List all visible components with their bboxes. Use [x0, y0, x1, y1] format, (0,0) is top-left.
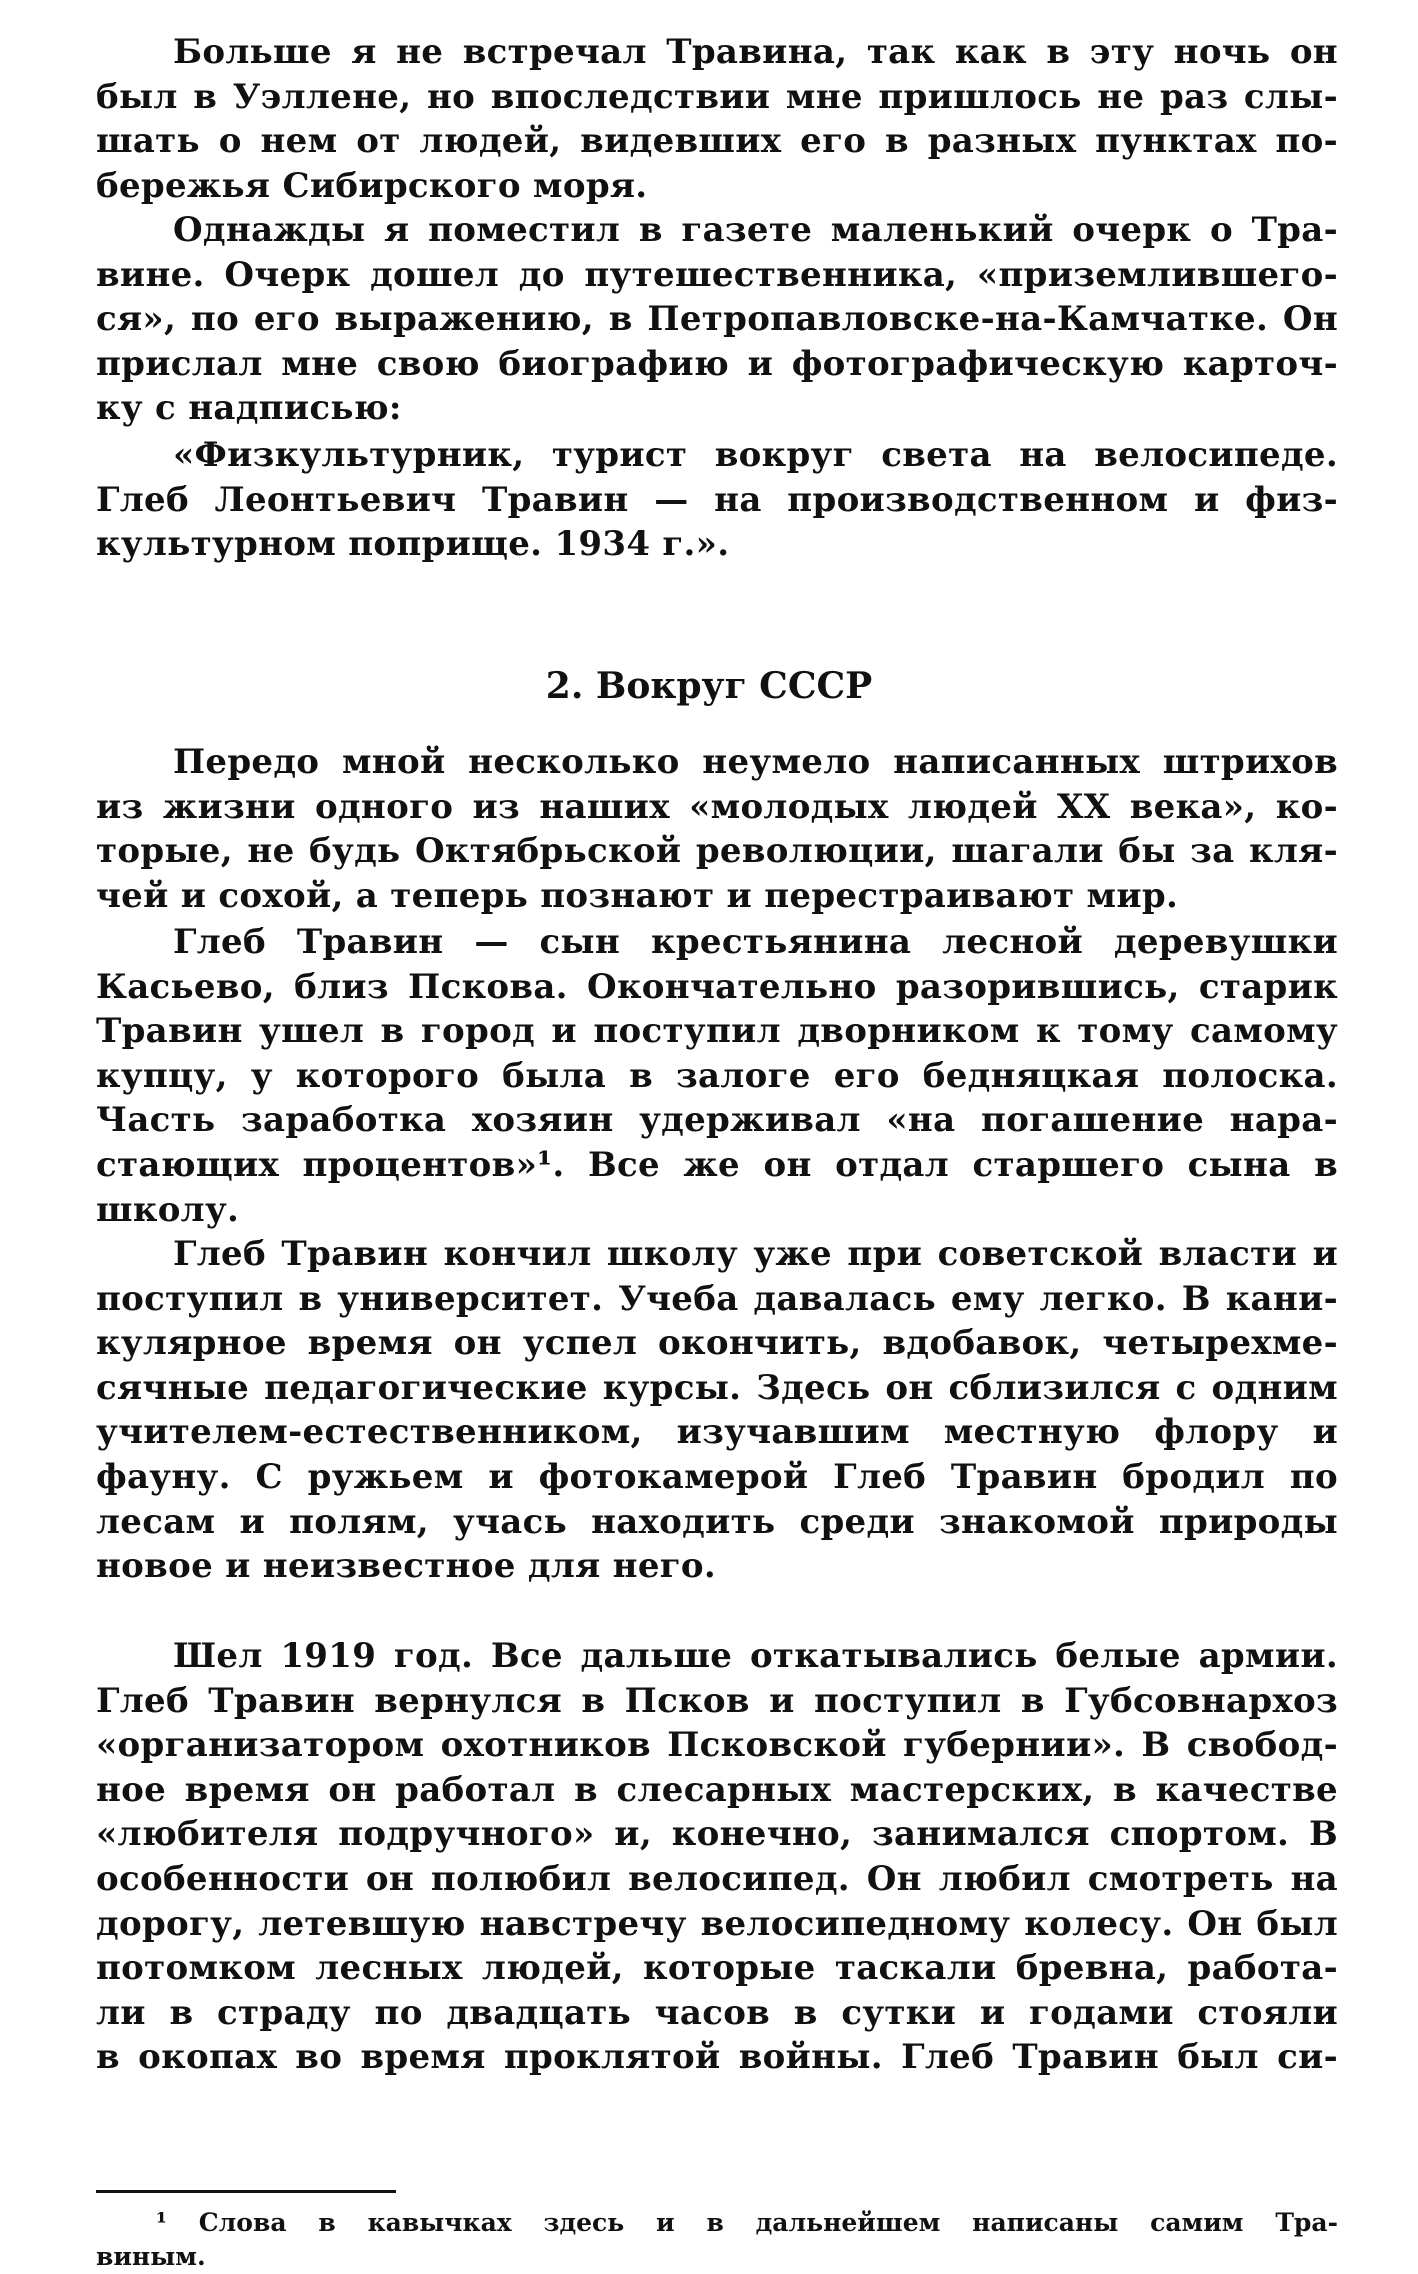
text-line: купцу, у которого была в залоге его бедняцкая полоска. [96, 1055, 1338, 1096]
text-line: ку с надписью: [96, 388, 402, 429]
section-heading: 2. Вокруг СССР [545, 665, 873, 707]
paragraph-origin [96, 920, 1338, 1232]
text-line: Больше я не встречал Травина, так как в эту ночь он [173, 32, 1338, 72]
text-line: Касьево, близ Пскова. Окончательно разорившись, старик [96, 966, 1338, 1007]
text-line: Глеб Травин кончил школу уже при советской власти и [173, 1234, 1338, 1274]
text-line: прислал мне свою биографию и фотографическую карточ- [96, 343, 1338, 384]
text-line: стающих процентов»¹. Все же он отдал старшего сына в [96, 1144, 1338, 1185]
footnote-divider [96, 2190, 396, 2193]
text-line: учителем-естественником, изучавшим местную флору и [96, 1412, 1338, 1453]
text-line: ное время он работал в слесарных мастерских, в качестве [96, 1769, 1338, 1810]
text-line: Передо мной несколько неумело написанных штрихов [173, 742, 1338, 782]
text-line: Часть заработка хозяин удерживал «на погашение нара- [96, 1100, 1338, 1141]
text-line: из жизни одного из наших «молодых людей XX века», ко- [96, 786, 1338, 827]
text-line: в окопах во время проклятой войны. Глеб Травин был си- [96, 2037, 1338, 2078]
footnote-line: виным. [96, 2242, 206, 2271]
text-line: дорогу, летевшую навстречу велосипедному колесу. Он был [96, 1903, 1338, 1944]
text-line: сячные педагогические курсы. Здесь он сблизился с одним [96, 1367, 1338, 1408]
text-line: новое и неизвестное для него. [96, 1546, 717, 1587]
text-line: Глеб Травин — сын крестьянина лесной деревушки [173, 922, 1338, 962]
text-line: особенности он полюбил велосипед. Он любил смотреть на [96, 1858, 1338, 1899]
text-line: поступил в университет. Учеба давалась ему легко. В кани- [96, 1278, 1338, 1319]
text-line: школу. [96, 1189, 240, 1230]
text-line: Травин ушел в город и поступил дворником к тому самому [96, 1011, 1338, 1052]
text-line: «Физкультурник, турист вокруг света на велосипеде. [173, 435, 1338, 475]
footnote [96, 2206, 1338, 2274]
paragraph-1919 [96, 1634, 1338, 2080]
footnote-line: ¹ Слова в кавычках здесь и в дальнейшем написаны самим Тра- [156, 2208, 1338, 2237]
text-line: лесам и полям, учась находить среди знакомой природы [96, 1501, 1338, 1542]
text-line: торые, не будь Октябрьской революции, шагали бы за кля- [96, 831, 1338, 872]
paragraph-education [96, 1232, 1338, 1589]
text-line: чей и сохой, а теперь познают и перестраивают мир. [96, 875, 1179, 916]
text-line: был в Уэллене, но впоследствии мне пришлось не раз слы- [96, 76, 1338, 117]
text-line: «любителя подручного» и, конечно, занимался спортом. В [96, 1814, 1338, 1855]
text-line: Шел 1919 год. Все дальше откатывались белые армии. [173, 1636, 1338, 1676]
text-line: вине. Очерк дошел до путешественника, «приземлившего- [96, 254, 1338, 295]
text-line: кулярное время он успел окончить, вдобавок, четырехме- [96, 1323, 1338, 1364]
text-line: Глеб Травин вернулся в Псков и поступил в Губсовнархоз [96, 1680, 1338, 1721]
text-line: «организатором охотников Псковской губернии». В свобод- [96, 1725, 1338, 1766]
text-line: ся», по его выражению, в Петропавловске-на-Камчатке. Он [96, 299, 1338, 340]
text-line: шать о нем от людей, видевших его в разных пунктах по- [96, 121, 1338, 162]
paragraph-quote [96, 433, 1338, 567]
text-line: культурном поприще. 1934 г.». [96, 524, 730, 565]
text-line: фауну. С ружьем и фотокамерой Глеб Травин бродил по [96, 1456, 1338, 1497]
paragraph-intro [96, 740, 1338, 918]
paragraph-continuation [96, 30, 1338, 208]
text-line: Однажды я поместил в газете маленький очерк о Тра- [173, 210, 1338, 250]
paragraph-gazette [96, 208, 1338, 431]
text-line: ли в страду по двадцать часов в сутки и годами стояли [96, 1992, 1338, 2033]
text-line: бережья Сибирского моря. [96, 165, 648, 206]
text-line: Глеб Леонтьевич Травин — на производственном и физ- [96, 479, 1338, 520]
text-line: потомком лесных людей, которые таскали бревна, работа- [96, 1948, 1338, 1989]
